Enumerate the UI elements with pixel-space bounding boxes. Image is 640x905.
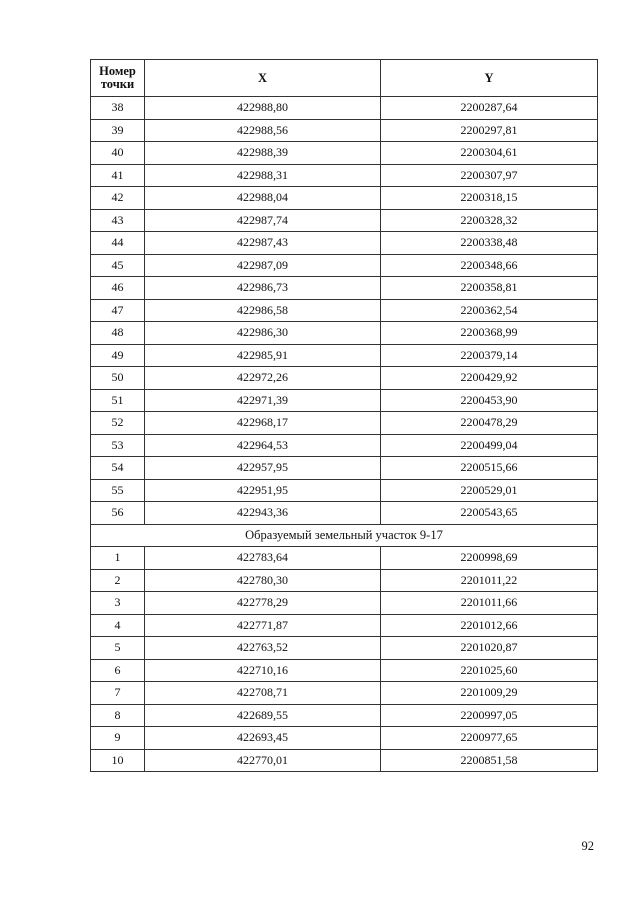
table-row: [91, 209, 598, 232]
cell-point-number: 49: [91, 344, 145, 367]
cell-x: 422957,95: [145, 457, 381, 480]
cell-y: 2200515,66: [381, 457, 598, 480]
table-row: [91, 749, 598, 772]
table-row: [91, 547, 598, 570]
table-row: [91, 344, 598, 367]
table-row: [91, 637, 598, 660]
cell-y: 2200977,65: [381, 727, 598, 750]
table-row: [91, 367, 598, 390]
table-row: [91, 569, 598, 592]
cell-point-number: 44: [91, 232, 145, 255]
page-number: 92: [581, 839, 594, 853]
table-row: [91, 142, 598, 165]
table-row: [91, 457, 598, 480]
table-row: [91, 277, 598, 300]
table-body-after: [91, 547, 598, 772]
table-row: [91, 299, 598, 322]
cell-y: 2201020,87: [381, 637, 598, 660]
cell-x: 422988,80: [145, 97, 381, 120]
cell-point-number: 56: [91, 502, 145, 525]
cell-point-number: 48: [91, 322, 145, 345]
cell-x: 422693,45: [145, 727, 381, 750]
cell-x: 422971,39: [145, 389, 381, 412]
cell-y: 2200297,81: [381, 119, 598, 142]
table-header: [91, 60, 598, 97]
table-row: [91, 659, 598, 682]
table-row: [91, 187, 598, 210]
table-row: [91, 479, 598, 502]
cell-x: 422783,64: [145, 547, 381, 570]
cell-y: 2200379,14: [381, 344, 598, 367]
cell-x: 422778,29: [145, 592, 381, 615]
cell-x: 422972,26: [145, 367, 381, 390]
cell-x: 422689,55: [145, 704, 381, 727]
header-x: X: [145, 60, 381, 97]
cell-x: 422986,73: [145, 277, 381, 300]
table-row: [91, 412, 598, 435]
cell-point-number: 54: [91, 457, 145, 480]
cell-point-number: 38: [91, 97, 145, 120]
cell-x: 422987,43: [145, 232, 381, 255]
table-row: [91, 727, 598, 750]
cell-y: 2200304,61: [381, 142, 598, 165]
cell-x: 422964,53: [145, 434, 381, 457]
cell-y: 2200851,58: [381, 749, 598, 772]
cell-point-number: 55: [91, 479, 145, 502]
cell-y: 2200328,32: [381, 209, 598, 232]
cell-point-number: 41: [91, 164, 145, 187]
cell-x: 422988,04: [145, 187, 381, 210]
cell-point-number: 9: [91, 727, 145, 750]
cell-y: 2201012,66: [381, 614, 598, 637]
cell-x: 422708,71: [145, 682, 381, 705]
cell-y: 2200998,69: [381, 547, 598, 570]
cell-y: 2200997,05: [381, 704, 598, 727]
cell-y: 2200287,64: [381, 97, 598, 120]
table-row: [91, 682, 598, 705]
section-title-row: [91, 524, 598, 547]
cell-y: 2200478,29: [381, 412, 598, 435]
cell-point-number: 5: [91, 637, 145, 660]
header-row: [91, 60, 598, 97]
cell-y: 2200543,65: [381, 502, 598, 525]
cell-y: 2200368,99: [381, 322, 598, 345]
cell-x: 422771,87: [145, 614, 381, 637]
cell-x: 422988,31: [145, 164, 381, 187]
table-row: [91, 592, 598, 615]
cell-point-number: 43: [91, 209, 145, 232]
table-row: [91, 704, 598, 727]
cell-x: 422780,30: [145, 569, 381, 592]
table-row: [91, 232, 598, 255]
cell-point-number: 40: [91, 142, 145, 165]
cell-point-number: 3: [91, 592, 145, 615]
cell-point-number: 10: [91, 749, 145, 772]
cell-x: 422951,95: [145, 479, 381, 502]
cell-y: 2200362,54: [381, 299, 598, 322]
cell-y: 2201011,66: [381, 592, 598, 615]
cell-y: 2200307,97: [381, 164, 598, 187]
cell-point-number: 7: [91, 682, 145, 705]
cell-y: 2200318,15: [381, 187, 598, 210]
cell-x: 422986,58: [145, 299, 381, 322]
cell-x: 422987,09: [145, 254, 381, 277]
section-title: Образуемый земельный участок 9-17: [91, 524, 598, 547]
table-row: [91, 434, 598, 457]
cell-point-number: 2: [91, 569, 145, 592]
cell-point-number: 46: [91, 277, 145, 300]
cell-point-number: 52: [91, 412, 145, 435]
table-body-before: [91, 97, 598, 525]
cell-x: 422763,52: [145, 637, 381, 660]
cell-y: 2200338,48: [381, 232, 598, 255]
table-row: [91, 614, 598, 637]
cell-y: 2200429,92: [381, 367, 598, 390]
section-divider: [91, 524, 598, 547]
cell-x: 422770,01: [145, 749, 381, 772]
cell-point-number: 51: [91, 389, 145, 412]
cell-point-number: 45: [91, 254, 145, 277]
cell-point-number: 4: [91, 614, 145, 637]
cell-x: 422987,74: [145, 209, 381, 232]
cell-x: 422943,36: [145, 502, 381, 525]
cell-point-number: 53: [91, 434, 145, 457]
cell-x: 422968,17: [145, 412, 381, 435]
cell-x: 422986,30: [145, 322, 381, 345]
cell-point-number: 47: [91, 299, 145, 322]
header-point-number: Номер точки: [91, 60, 145, 97]
table-row: [91, 97, 598, 120]
cell-point-number: 50: [91, 367, 145, 390]
cell-y: 2200358,81: [381, 277, 598, 300]
cell-y: 2201025,60: [381, 659, 598, 682]
cell-point-number: 8: [91, 704, 145, 727]
cell-y: 2200348,66: [381, 254, 598, 277]
cell-x: 422988,56: [145, 119, 381, 142]
cell-point-number: 6: [91, 659, 145, 682]
table-row: [91, 322, 598, 345]
cell-y: 2200529,01: [381, 479, 598, 502]
cell-point-number: 39: [91, 119, 145, 142]
table-row: [91, 254, 598, 277]
table-row: [91, 389, 598, 412]
cell-y: 2201009,29: [381, 682, 598, 705]
table-row: [91, 119, 598, 142]
header-y: Y: [381, 60, 598, 97]
cell-x: 422988,39: [145, 142, 381, 165]
cell-y: 2200453,90: [381, 389, 598, 412]
cell-point-number: 1: [91, 547, 145, 570]
table-row: [91, 502, 598, 525]
cell-point-number: 42: [91, 187, 145, 210]
cell-y: 2201011,22: [381, 569, 598, 592]
cell-x: 422710,16: [145, 659, 381, 682]
cell-x: 422985,91: [145, 344, 381, 367]
cell-y: 2200499,04: [381, 434, 598, 457]
table-row: [91, 164, 598, 187]
coordinates-table: [90, 59, 598, 772]
